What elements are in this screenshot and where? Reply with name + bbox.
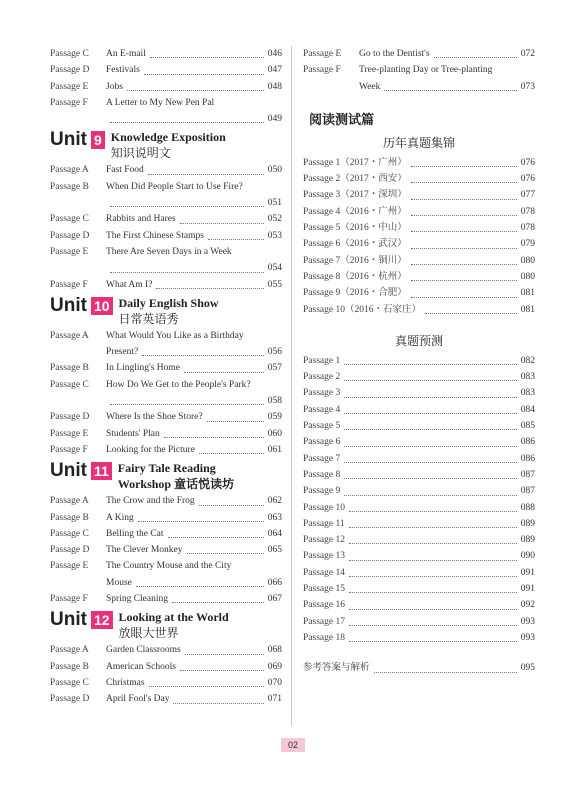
toc-entry: [303, 353, 535, 369]
page-ref: 064: [267, 528, 282, 539]
dot-leader: [349, 543, 517, 544]
page-ref: 047: [267, 65, 282, 76]
passage-title: Week: [359, 81, 381, 92]
page-ref: 082: [520, 355, 535, 366]
page-ref: 092: [520, 600, 535, 611]
toc-entry: [303, 451, 535, 467]
passage-label: Passage 8（2016・杭州）: [303, 271, 407, 282]
passage-label: Passage 3（2017・深圳）: [303, 190, 407, 201]
toc-entry: [303, 630, 535, 646]
page-ref: 081: [520, 288, 535, 299]
page-ref: 068: [267, 645, 282, 656]
page-ref: 093: [520, 632, 535, 643]
page-ref: 085: [520, 421, 535, 432]
page-ref: 089: [520, 518, 535, 529]
left-column: [50, 46, 282, 708]
passage-label: Passage 5: [303, 421, 341, 432]
toc-entry: [303, 253, 535, 269]
passage-label: Passage D: [50, 412, 90, 423]
toc-entry: [50, 211, 282, 227]
dot-leader: [411, 264, 517, 265]
toc-entry: [303, 402, 535, 418]
passage-label: Passage 17: [303, 616, 345, 627]
toc-entry: [50, 277, 282, 293]
unit-title-en: Daily English Show: [118, 295, 219, 310]
passage-label: Passage 13: [303, 551, 345, 562]
toc-entry: [303, 220, 535, 236]
page-ref: 058: [267, 396, 282, 407]
unit-titles: [119, 295, 219, 327]
passage-label: Passage E: [303, 49, 342, 59]
passage-title: There Are Seven Days in a Week: [106, 246, 232, 257]
passage-title: Jobs: [106, 81, 123, 92]
toc-entry: [50, 675, 282, 691]
toc-entry: [303, 516, 535, 532]
toc-entry: [303, 500, 535, 516]
dot-leader: [349, 609, 517, 610]
section-title: 阅读测试篇: [309, 112, 375, 128]
dot-leader: [344, 413, 517, 414]
passage-label: Passage 4（2016・广州）: [303, 206, 407, 217]
dot-leader: [180, 223, 264, 224]
passage-title: Rabbits and Hares: [106, 214, 176, 225]
passage-label: Passage E: [50, 428, 89, 439]
toc-entry: [303, 548, 535, 564]
page-ref: 076: [520, 157, 535, 168]
toc-entry: [303, 565, 535, 581]
passage-label: Passage F: [50, 444, 88, 455]
toc-entry: [50, 328, 282, 344]
dot-leader: [411, 231, 517, 232]
page-ref: 055: [267, 279, 282, 290]
toc-entry: [303, 614, 535, 630]
passage-label: Passage C: [50, 379, 89, 390]
dot-leader: [411, 182, 517, 183]
dot-leader: [164, 437, 264, 438]
passage-title: April Fool's Day: [106, 694, 170, 705]
passage-label: Passage C: [50, 528, 89, 539]
column-divider: [291, 46, 292, 726]
passage-label: Passage C: [50, 677, 89, 688]
passage-label: Passage A: [50, 645, 89, 656]
passage-label: Passage D: [50, 545, 90, 556]
unit-number-badge: 11: [91, 462, 112, 480]
toc-entry: [303, 187, 535, 203]
toc-entry: [50, 79, 282, 95]
page-ref: 050: [267, 165, 282, 176]
passage-label: Passage 7: [303, 453, 341, 464]
toc-entry: [50, 228, 282, 244]
passage-title: Garden Classrooms: [106, 645, 181, 656]
toc-entry: [303, 369, 535, 385]
unit-title-cn: 知识说明文: [110, 146, 171, 161]
unit-heading: [50, 295, 282, 327]
passage-label: Passage 18: [303, 632, 345, 643]
page-ref: 062: [267, 496, 282, 507]
passage-label: Passage 6: [303, 437, 341, 448]
passage-label: Passage 2: [303, 372, 341, 383]
page-ref: 095: [520, 663, 535, 674]
page-ref: 065: [267, 545, 282, 556]
page-ref: 086: [520, 437, 535, 448]
dot-leader: [110, 272, 264, 273]
passage-label: Passage E: [50, 81, 89, 92]
dot-leader: [173, 703, 263, 704]
dot-leader: [344, 462, 517, 463]
dot-leader: [349, 527, 517, 528]
toc-entry: [50, 162, 282, 178]
dot-leader: [411, 297, 517, 298]
passage-label: Passage A: [50, 165, 89, 176]
dot-leader: [110, 404, 264, 405]
page-ref: 051: [267, 198, 282, 209]
toc-entry: [50, 46, 282, 62]
toc-entry: [303, 302, 535, 318]
page-ref: 087: [520, 486, 535, 497]
passage-label: Passage 16: [303, 600, 345, 611]
subsection-title: 真题预测: [394, 333, 443, 348]
page-ref: 090: [520, 551, 535, 562]
unit-title-en: Looking at the World: [118, 610, 229, 625]
dot-leader: [150, 57, 264, 58]
unit-label: Unit: [50, 460, 87, 482]
toc-entry: [303, 171, 535, 187]
toc-entry: [303, 46, 535, 62]
dot-leader: [199, 505, 264, 506]
passage-label: Passage 10: [303, 502, 345, 513]
toc-entry: [50, 575, 282, 591]
passage-label: Passage B: [50, 363, 89, 374]
passage-label: Passage F: [50, 279, 88, 290]
toc-entry: [303, 483, 535, 499]
page-ref: 048: [267, 81, 282, 92]
unit-titles: [118, 460, 234, 492]
passage-label: Passage B: [50, 512, 89, 523]
page-ref: 071: [267, 694, 282, 705]
dot-leader: [185, 654, 264, 655]
dot-leader: [199, 453, 264, 454]
page-ref: 059: [267, 412, 282, 423]
passage-label: Passage 9（2016・合肥）: [303, 288, 407, 299]
dot-leader: [411, 166, 517, 167]
dot-leader: [184, 372, 264, 373]
passage-title: The Crow and the Frog: [106, 496, 195, 507]
passage-title: American Schools: [106, 661, 176, 672]
toc-entry: [50, 542, 282, 558]
page-ref: 093: [520, 616, 535, 627]
passage-label: Passage 5（2016・中山）: [303, 223, 407, 234]
page-ref: 069: [267, 661, 282, 672]
passage-label: Passage E: [50, 561, 89, 572]
passage-title: Present?: [106, 347, 139, 358]
passage-label: Passage F: [50, 97, 88, 108]
dot-leader: [344, 478, 517, 479]
toc-entry: [50, 393, 282, 409]
dot-leader: [349, 560, 517, 561]
unit-heading: [50, 609, 282, 641]
dot-leader: [149, 686, 264, 687]
page-ref: 079: [520, 239, 535, 250]
toc-entry: [303, 597, 535, 613]
passage-label: Passage 12: [303, 535, 345, 546]
right-column: [303, 46, 535, 677]
page-ref: 091: [520, 584, 535, 595]
unit-title-en-2: Workshop 童话悦读坊: [117, 477, 235, 492]
toc-entry: [50, 62, 282, 78]
toc-entry: [50, 195, 282, 211]
passage-title: A Letter to My New Pen Pal: [106, 97, 215, 108]
page-ref: 083: [520, 372, 535, 383]
passage-label: Passage A: [50, 330, 89, 341]
dot-leader: [434, 57, 517, 58]
page-ref: 046: [267, 49, 282, 59]
unit-heading: [50, 129, 282, 161]
page-ref: 066: [267, 577, 282, 588]
unit-heading: [50, 460, 282, 492]
passage-label: Passage 6（2016・武汉）: [303, 239, 407, 250]
page-ref: 081: [520, 304, 535, 315]
toc-entry: [303, 155, 535, 171]
passage-label: Passage B: [50, 181, 89, 192]
passage-title: Tree-planting Day or Tree-planting: [359, 65, 493, 76]
page-ref: 061: [267, 444, 282, 455]
passage-label: Passage E: [50, 246, 89, 257]
dot-leader: [411, 280, 517, 281]
page-ref: 073: [520, 81, 535, 92]
toc-entry: [303, 204, 535, 220]
page-ref: 060: [267, 428, 282, 439]
toc-entry: [303, 532, 535, 548]
page-ref: 089: [520, 535, 535, 546]
passage-title: A King: [106, 512, 134, 523]
passage-title: Festivals: [106, 65, 140, 76]
answers-entry: [303, 660, 535, 676]
toc-entry: [50, 260, 282, 276]
passage-title: When Did People Start to Use Fire?: [106, 181, 243, 192]
dot-leader: [142, 355, 264, 356]
toc-entry: [50, 409, 282, 425]
toc-entry: [50, 360, 282, 376]
toc-entry: [303, 236, 535, 252]
toc-entry: [303, 62, 535, 78]
passage-title: The Clever Monkey: [106, 545, 183, 556]
page-ref: 067: [267, 594, 282, 605]
passage-label: Passage 9: [303, 486, 341, 497]
dot-leader: [110, 206, 264, 207]
page-ref: 072: [520, 49, 535, 59]
toc-entry: [303, 434, 535, 450]
passage-label: Passage 7（2016・铜川）: [303, 255, 407, 266]
page-ref: 077: [520, 190, 535, 201]
dot-leader: [172, 602, 264, 603]
passage-label: Passage 8: [303, 469, 341, 480]
page-ref: 091: [520, 567, 535, 578]
toc-entry: [50, 426, 282, 442]
toc-entry: [50, 493, 282, 509]
dot-leader: [374, 672, 517, 673]
page-ref: 078: [520, 206, 535, 217]
unit-label: Unit: [50, 609, 87, 631]
dot-leader: [344, 495, 517, 496]
dot-leader: [136, 586, 264, 587]
dot-leader: [344, 380, 517, 381]
toc-entry: [50, 377, 282, 393]
passage-label: Passage F: [303, 65, 341, 76]
passage-label: Passage C: [50, 214, 89, 225]
dot-leader: [168, 537, 264, 538]
dot-leader: [180, 670, 264, 671]
unit-number-badge: 10: [91, 297, 113, 315]
subsection-title: 历年真题集锦: [382, 135, 455, 150]
dot-leader: [411, 248, 517, 249]
page-ref: 080: [520, 255, 535, 266]
dot-leader: [344, 397, 517, 398]
passage-title: Belling the Cat: [106, 528, 164, 539]
page-ref: 080: [520, 271, 535, 282]
passage-label: Passage 1: [303, 355, 341, 366]
passage-title: What Would You Like as a Birthday: [106, 330, 244, 341]
dot-leader: [207, 421, 264, 422]
dot-leader: [187, 553, 264, 554]
page-ref: 076: [520, 174, 535, 185]
passage-title: Go to the Dentist's: [359, 49, 430, 59]
passage-title: Christmas: [106, 677, 145, 688]
dot-leader: [411, 199, 517, 200]
unit-number-badge: 9: [91, 131, 105, 149]
unit-title-en: Knowledge Exposition: [110, 130, 226, 145]
passage-label: Passage 14: [303, 567, 345, 578]
page-ref: 084: [520, 404, 535, 415]
dot-leader: [148, 174, 264, 175]
passage-title: In Lingling's Home: [106, 363, 181, 374]
toc-entry: [50, 95, 282, 111]
page-ref: 088: [520, 502, 535, 513]
toc-entry: [303, 385, 535, 401]
passage-label: Passage 15: [303, 584, 345, 595]
dot-leader: [349, 592, 517, 593]
unit-number-badge: 12: [91, 611, 113, 629]
page-ref: 083: [520, 388, 535, 399]
dot-leader: [384, 90, 516, 91]
passage-label: Passage F: [50, 594, 88, 605]
passage-label: Passage 1（2017・广州）: [303, 157, 407, 168]
toc-entry: [50, 111, 282, 127]
dot-leader: [344, 429, 517, 430]
toc-entry: [303, 467, 535, 483]
toc-entry: [50, 179, 282, 195]
toc-entry: [303, 285, 535, 301]
dot-leader: [349, 641, 517, 642]
passage-label: Passage D: [50, 65, 90, 76]
toc-entry: [50, 591, 282, 607]
toc-entry: [50, 659, 282, 675]
page-ref: 054: [267, 263, 282, 274]
dot-leader: [138, 521, 264, 522]
passage-label: Passage D: [50, 230, 90, 241]
unit-titles: [119, 609, 229, 641]
passage-title: Where Is the Shoe Store?: [106, 412, 203, 423]
dot-leader: [144, 74, 264, 75]
page-ref: 057: [267, 363, 282, 374]
page-ref: 086: [520, 453, 535, 464]
dot-leader: [349, 511, 517, 512]
dot-leader: [156, 288, 263, 289]
toc-entry: [50, 442, 282, 458]
dot-leader: [127, 90, 264, 91]
toc-entry: [303, 581, 535, 597]
page-number: 02: [281, 738, 305, 752]
passage-label: Passage D: [50, 694, 90, 705]
toc-entry: [303, 269, 535, 285]
passage-title: How Do We Get to the People's Park?: [106, 379, 251, 390]
passage-title: Spring Cleaning: [106, 594, 169, 605]
toc-entry: [50, 526, 282, 542]
dot-leader: [344, 446, 517, 447]
toc-entry: [303, 79, 535, 95]
passage-label: Passage 10（2016・石家庄）: [303, 304, 421, 315]
toc-entry: [50, 510, 282, 526]
page-ref: 087: [520, 469, 535, 480]
passage-label: Passage 2（2017・西安）: [303, 174, 407, 185]
toc-entry: [50, 344, 282, 360]
unit-title-cn: 放眼大世界: [118, 626, 179, 641]
unit-titles: [111, 129, 226, 161]
passage-label: Passage 11: [303, 518, 345, 529]
passage-label: Passage 4: [303, 404, 341, 415]
unit-title-en: Fairy Tale Reading: [117, 461, 216, 476]
passage-title: Students' Plan: [106, 428, 160, 439]
passage-title: Mouse: [106, 577, 132, 588]
page-ref: 078: [520, 223, 535, 234]
dot-leader: [349, 625, 517, 626]
passage-title: An E-mail: [106, 49, 146, 59]
passage-title: Fast Food: [106, 165, 144, 176]
passage-title: Looking for the Picture: [106, 444, 195, 455]
passage-title: What Am I?: [106, 279, 153, 290]
unit-label: Unit: [50, 129, 87, 151]
page-ref: 053: [267, 230, 282, 241]
toc-entry: [50, 558, 282, 574]
page-ref: 070: [267, 677, 282, 688]
toc-entry: [50, 691, 282, 707]
toc-entry: [303, 418, 535, 434]
toc-entry: [50, 642, 282, 658]
page-ref: 063: [267, 512, 282, 523]
page-ref: 049: [267, 114, 282, 125]
dot-leader: [425, 313, 517, 314]
unit-label: Unit: [50, 294, 87, 316]
passage-label: Passage 3: [303, 388, 341, 399]
page-ref: 056: [267, 347, 282, 358]
passage-label: Passage A: [50, 496, 89, 507]
dot-leader: [344, 364, 517, 365]
passage-label: 参考答案与解析: [303, 662, 370, 674]
dot-leader: [411, 215, 517, 216]
passage-title: The Country Mouse and the City: [106, 561, 232, 572]
dot-leader: [110, 122, 264, 123]
toc-entry: [50, 244, 282, 260]
dot-leader: [349, 576, 517, 577]
dot-leader: [208, 239, 264, 240]
page-ref: 052: [267, 214, 282, 225]
passage-label: Passage B: [50, 661, 89, 672]
passage-label: Passage C: [50, 49, 89, 59]
passage-title: The First Chinese Stamps: [106, 230, 204, 241]
unit-title-cn: 日常英语秀: [118, 311, 179, 326]
